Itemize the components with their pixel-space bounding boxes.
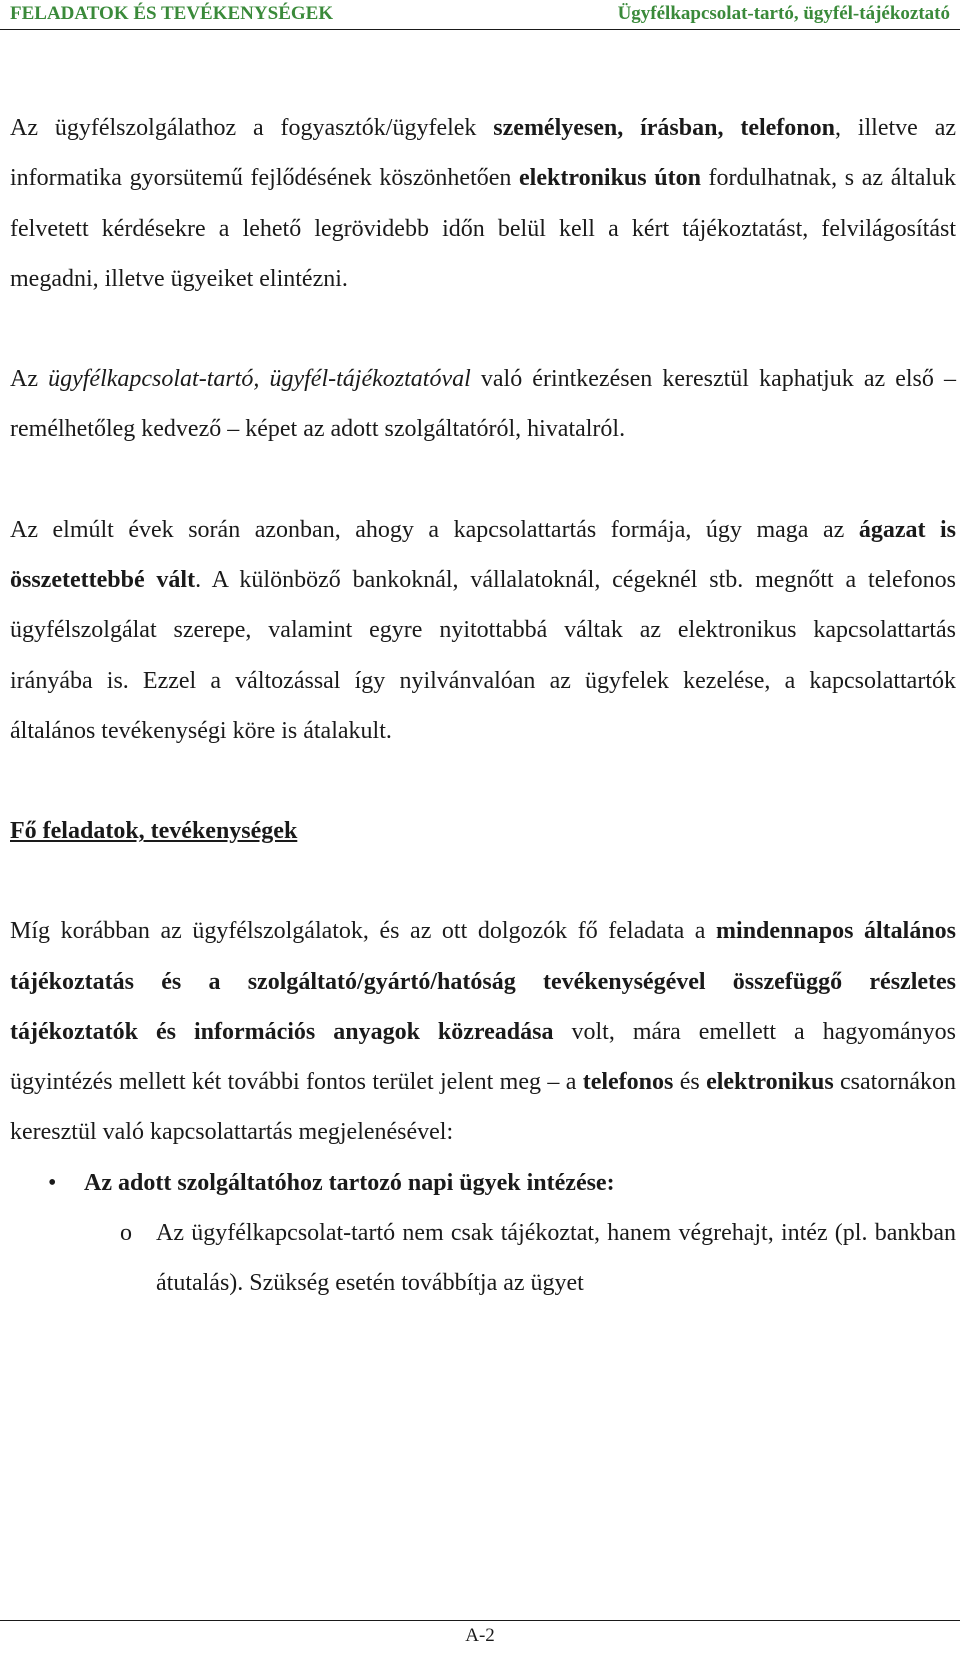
text-run: való érintkezésen keresztül kaphatjuk az első – remélhetőleg kedvező – képet az adott szolgáltatóról, hivatalról. (10, 366, 956, 443)
circle-bullet-icon: o (120, 1219, 132, 1246)
paragraph-first-impression (10, 354, 956, 455)
bold-text: személyesen, írásban, telefonon (493, 115, 835, 141)
text-run: Míg korábban az ügyfélszolgálatok, és az ott dolgozók fő feladata a (10, 918, 717, 945)
paragraph-sector-change (10, 505, 956, 756)
bullet-icon: • (48, 1169, 57, 1196)
text-run: Az ügyfélszolgálathoz a fogyasztók/ügyfelek (10, 115, 494, 141)
sub-list-item (10, 1208, 956, 1308)
page-footer (0, 1620, 960, 1659)
header-document-title: Ügyfélkapcsolat-tartó, ügyfél-tájékoztató (617, 3, 950, 24)
list-item-label: Az adott szolgáltatóhoz tartozó napi ügyek intézése: (84, 1169, 615, 1196)
text-run: csatornákon keresztül való kapcsolattartás megjelenésével: (10, 1069, 956, 1146)
bold-text: elektronikus (706, 1069, 834, 1096)
document-body (10, 103, 956, 1308)
page-header (0, 0, 960, 30)
text-run: Az elmúlt évek során azonban, ahogy a kapcsolattartás formája, úgy maga az (10, 516, 859, 543)
bold-text: ágazat is összetettebbé vált (10, 516, 957, 594)
text-run: . A különböző bankoknál, vállalatoknál, cégeknél stb. megnőtt a telefonos ügyfélszolgálat szerepe, valamint egyre nyitottabbá váltak az elektronikus kapcsolattartás irányába is. Ezzel a változással így nyilvánvalóan az ügyfelek kezelése, a kapcsolattartók általános tevékenységi köre is átalakult. (10, 567, 956, 744)
text-run: fordulhatnak, s az általuk felvetett kérdésekre a lehető legrövidebb időn belül kell a kért tájékoztatást, felvilágosítást megadni, illetve ügyeiket elintézni. (10, 165, 957, 292)
header-section-title: FELADATOK ÉS TEVÉKENYSÉGEK (10, 3, 334, 24)
bold-text: mindennapos általános tájékoztatás és a szolgáltató/gyártó/hatóság tevékenységével összefüggő részletes tájékoztatók és információs anyagok közreadása (10, 918, 957, 1045)
section-heading: Fő feladatok, tevékenységek (10, 818, 298, 845)
bold-text: telefonos (582, 1069, 674, 1096)
sub-task-list (10, 1208, 956, 1308)
paragraph-intro (10, 103, 956, 304)
page-number: A-2 (465, 1625, 495, 1646)
text-run: volt, mára emellett a hagyományos ügyintézés mellett két további fontos terület jelent meg – a (10, 1018, 957, 1096)
list-item (10, 1158, 956, 1208)
paragraph-main-tasks (10, 906, 956, 1157)
text-run: Az (10, 366, 49, 393)
text-run: , illetve az informatika gyorsütemű fejlődésének köszönhetően (10, 115, 956, 192)
italic-text: ügyfélkapcsolat-tartó, ügyfél-tájékoztatóval (48, 366, 471, 393)
task-list (10, 1158, 956, 1208)
sub-list-item-text: Az ügyfélkapcsolat-tartó nem csak tájékoztat, hanem végrehajt, intéz (pl. bankban átutalás). Szükség esetén továbbítja az ügyet (156, 1219, 956, 1296)
bold-text: elektronikus úton (519, 165, 701, 192)
text-run: és (673, 1069, 707, 1096)
